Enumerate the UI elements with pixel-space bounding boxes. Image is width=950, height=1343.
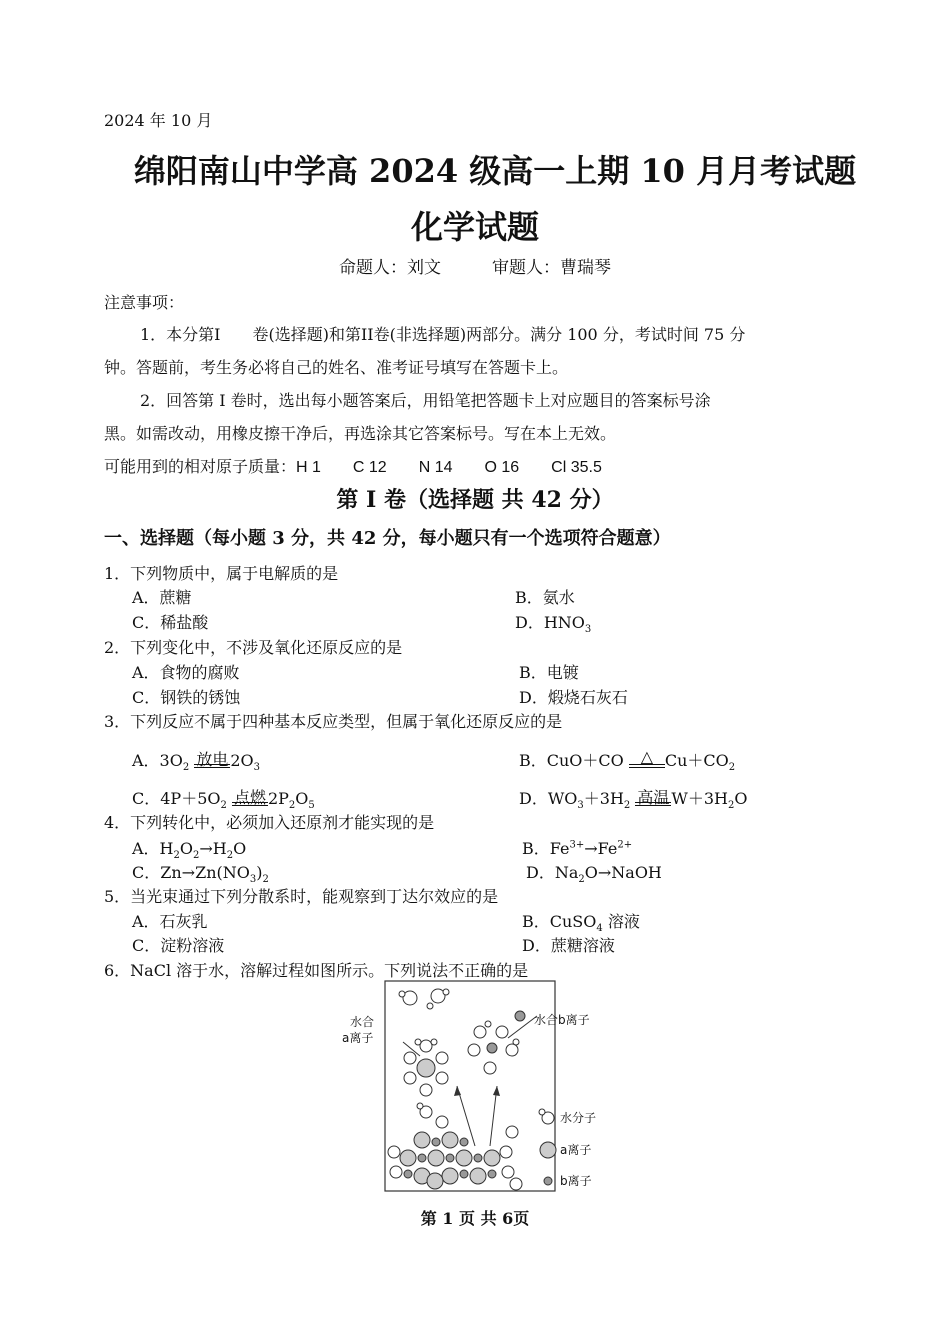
q1-option-b: B．氨水	[515, 588, 575, 607]
notice-item-2-line-2: 黑。如需改动，用橡皮擦干净后，再选涂其它答案标号。写在本上无效。	[104, 424, 617, 443]
question-3-stem: 3．下列反应不属于四种基本反应类型，但属于氧化还原反应的是	[104, 712, 563, 731]
q1-option-a: A．蔗糖	[132, 588, 192, 607]
exam-authors: 命题人：刘文 审题人：曹瑞琴	[339, 258, 611, 278]
question-2-stem: 2．下列变化中，不涉及氧化还原反应的是	[104, 638, 403, 657]
reaction-arrow-c: 点燃	[233, 788, 266, 808]
q3-option-d: D．$WO_3+3H_2$ 高温 $W+3H_2O$	[519, 788, 748, 812]
section-1-title: 第 I 卷（选择题 共 42 分）	[336, 487, 614, 513]
q5-option-d: D．蔗糖溶液	[522, 936, 615, 955]
q5-option-b: B．CuSO$_4$ 溶液	[522, 912, 640, 935]
label-hydrated-b: 水合b离子	[534, 1013, 590, 1027]
q5-option-a: A．石灰乳	[132, 912, 208, 931]
reaction-arrow-b: △	[629, 764, 665, 773]
q2-option-c: C．钢铁的锈蚀	[132, 688, 241, 707]
label-hydrated-a-line2: a离子	[342, 1031, 374, 1045]
q3-option-c: C．$4P+5O_2$ 点燃 $2P_2O_5$	[132, 788, 315, 812]
notice-heading: 注意事项：	[104, 293, 185, 312]
question-5-stem: 5．当光束通过下列分散系时，能观察到丁达尔效应的是	[104, 887, 499, 906]
q2-option-b: B．电镀	[519, 663, 579, 682]
legend-b-ion: b离子	[560, 1174, 592, 1188]
question-4-stem: 4．下列转化中，必须加入还原剂才能实现的是	[104, 813, 435, 832]
reaction-arrow-d: 高温	[637, 788, 670, 808]
q5-option-c: C．淀粉溶液	[132, 936, 225, 955]
q4-option-b: B．$Fe^{3+}\to Fe^{2+}$	[522, 839, 633, 858]
q4-option-a: A．$H_2O_2\to H_2O$	[132, 839, 247, 862]
exam-subtitle: 化学试题	[410, 208, 539, 246]
exam-date: 2024 年 10 月	[104, 111, 213, 130]
page-footer: 第 1 页 共 6页	[420, 1209, 530, 1228]
reaction-arrow-a: 放电	[196, 750, 229, 770]
nacl-dissolution-figure	[330, 976, 620, 1196]
legend-water: 水分子	[560, 1111, 597, 1125]
q1-option-c: C．稀盐酸	[132, 613, 209, 632]
legend-a-ion: a离子	[560, 1143, 592, 1157]
atomic-mass-line: 可能用到的相对原子质量：H 1 C 12 N 14 O 16 Cl 35.5	[104, 459, 602, 476]
q3-option-b: B．CuO＋CO △ $Cu+CO_2$	[519, 747, 736, 774]
section-1-heading: 一、选择题（每小题 3 分，共 42 分，每小题只有一个选项符合题意）	[104, 528, 671, 549]
label-hydrated-a-line1: 水合	[350, 1015, 375, 1029]
q2-option-d: D．煅烧石灰石	[519, 688, 628, 707]
notice-item-2-line-1: 2．回答第 I 卷时，选出每小题答案后，用铅笔把答题卡上对应题目的答案标号涂	[140, 391, 711, 410]
question-1-stem: 1．下列物质中，属于电解质的是	[104, 564, 339, 583]
q2-option-a: A．食物的腐败	[132, 663, 240, 682]
notice-item-1-line-2: 钟。答题前，考生务必将自己的姓名、准考证号填写在答题卡上。	[104, 358, 569, 377]
q3-option-a: A．$3O_2$ 放电 $2O_3$	[132, 750, 260, 774]
q4-option-d: D．$Na_2O\to NaOH$	[526, 863, 662, 886]
notice-item-1-line-1: 1．本分第I 卷(选择题)和第II卷(非选择题)两部分。满分 100 分，考试时间 75 分	[140, 325, 746, 344]
q4-option-c: C．$Zn\to Zn(NO_3)_2$	[132, 863, 269, 886]
question-6-stem: 6．NaCl 溶于水，溶解过程如图所示。下列说法不正确的是	[104, 961, 529, 980]
exam-title: 绵阳南山中学高 2024 级高一上期 10 月月考试题	[133, 152, 857, 190]
q1-option-d: D．$HNO_3$	[515, 613, 592, 636]
